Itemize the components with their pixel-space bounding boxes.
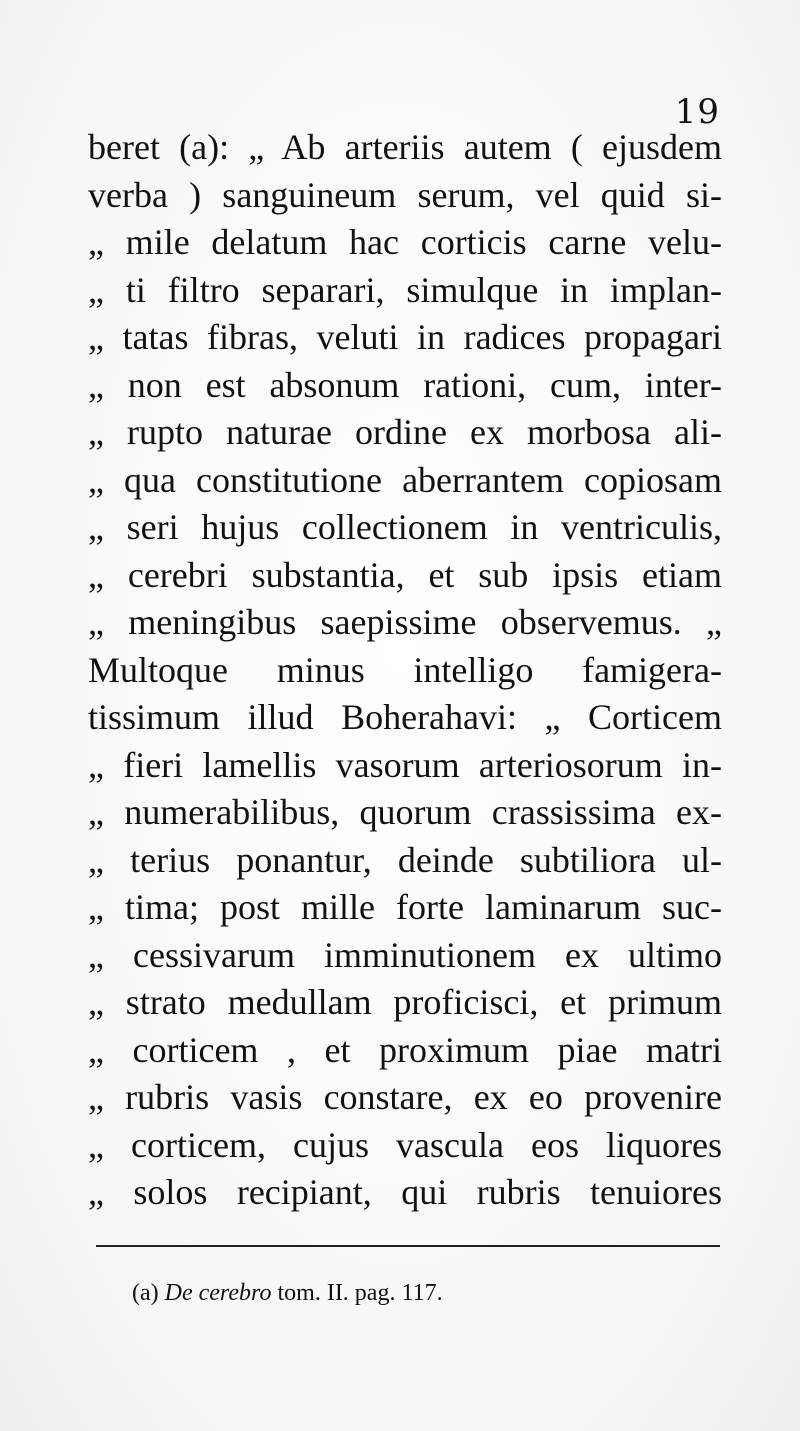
footnote-marker: (a) [132, 1280, 159, 1306]
text-line: „ solos recipiant, qui rubris tenuiores [88, 1172, 722, 1212]
text-line: „ ti filtro separari, simulque in implan- [88, 269, 722, 310]
text-line: „ rupto naturae ordine ex morbosa ali- [88, 412, 722, 452]
text-line: „ fieri lamellis vasorum arteriosorum in- [88, 744, 722, 785]
text-line: Multoque minus intelligo famigera- [88, 649, 722, 690]
text-line: „ corticem, cujus vascula eos liquores [88, 1124, 722, 1165]
text-line: „ corticem , et proximum piae matri [88, 1029, 722, 1070]
page-number: 19 [674, 92, 720, 132]
text-line: „ strato medullam proficisci, et primum [88, 982, 722, 1022]
footnote-rule [96, 1245, 720, 1247]
footnote-work-title: De cerebro [164, 1280, 272, 1306]
text-line: „ qua constitutione aberrantem copiosam [88, 459, 722, 500]
text-line: „ seri hujus collectionem in ventriculis, [88, 507, 722, 547]
text-line: „ tima; post mille forte laminarum suc- [88, 887, 722, 927]
text-line: „ meningibus saepissime observemus. „ [88, 602, 722, 642]
text-line: „ cessivarum imminutionem ex ultimo [88, 934, 722, 975]
text-line: „ cerebri substantia, et sub ipsis etiam [88, 554, 722, 595]
body-text [88, 124, 722, 1217]
footnote [132, 1280, 443, 1307]
text-line: verba ) sanguineum serum, vel quid si- [88, 174, 722, 215]
text-line: „ rubris vasis constare, ex eo provenire [88, 1077, 722, 1117]
text-line: „ mile delatum hac corticis carne velu- [88, 222, 722, 262]
text-line: „ terius ponantur, deinde subtiliora ul- [88, 839, 722, 880]
footnote-reference: tom. II. pag. 117. [277, 1280, 443, 1306]
text-line: beret (a): „ Ab arteriis autem ( ejusdem [88, 127, 722, 167]
text-line: „ non est absonum rationi, cum, inter- [88, 364, 722, 405]
text-line: „ tatas fibras, veluti in radices propagari [88, 317, 722, 357]
text-line: tissimum illud Boherahavi: „ Corticem [88, 697, 722, 737]
text-line: „ numerabilibus, quorum crassissima ex- [88, 792, 722, 832]
